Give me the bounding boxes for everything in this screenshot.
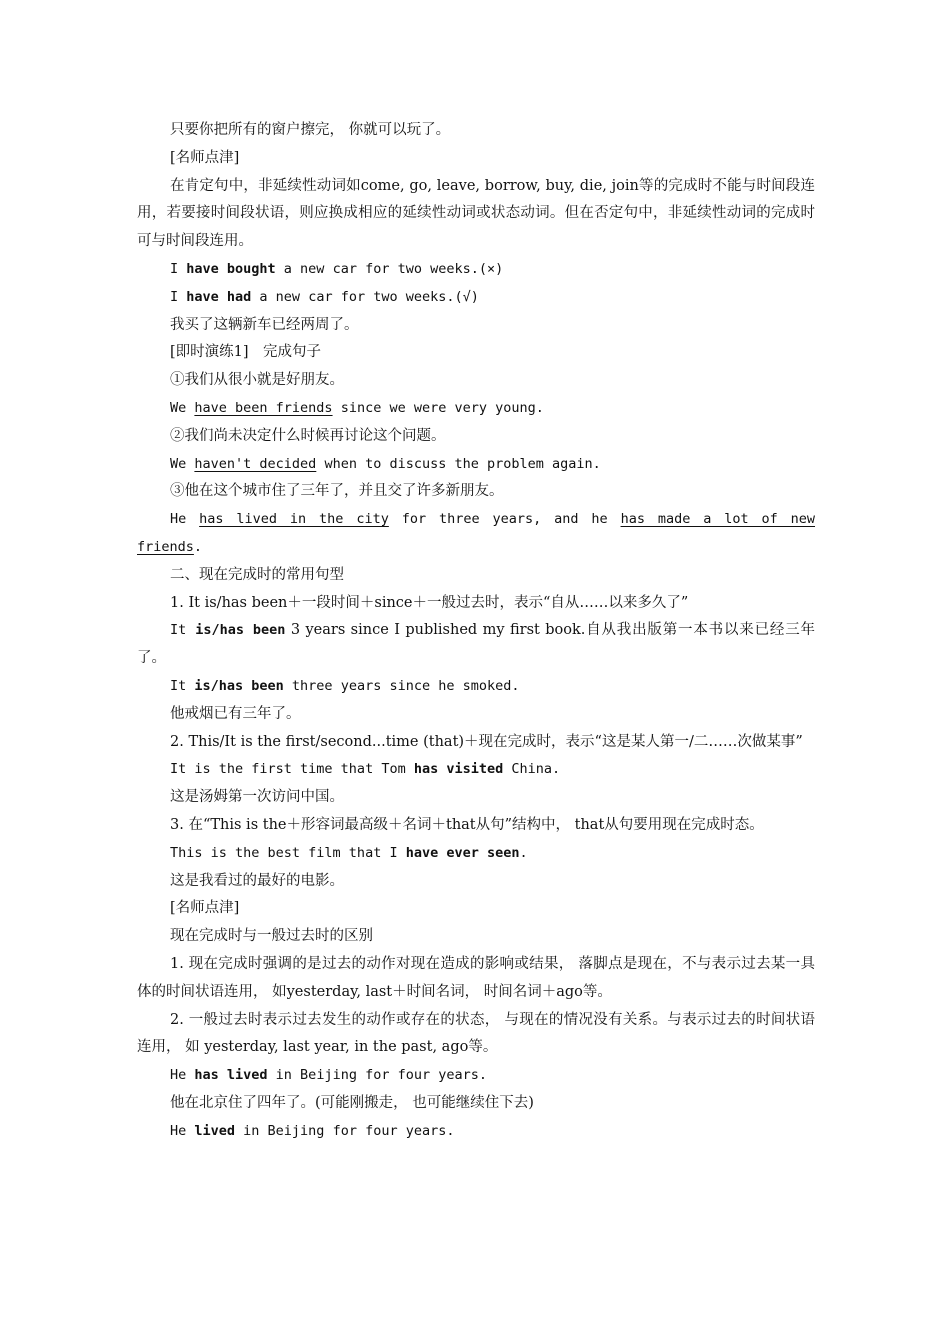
- line-24: 这是我看过的最好的电影。: [170, 872, 344, 889]
- practice-heading: [即时演练1] 完成句子: [170, 344, 322, 361]
- line-18: 他戒烟已有三年了。: [170, 705, 301, 722]
- exercise-1-prompt: ①我们从很小就是好朋友。: [170, 372, 344, 389]
- text: .: [193, 538, 203, 555]
- bold-text: has visited: [413, 761, 504, 778]
- line-21: 这是汤姆第一次访问中国。: [170, 789, 344, 806]
- answer-blank: have been friends: [194, 399, 333, 416]
- text: when to discuss the problem again.: [316, 455, 601, 472]
- bold-text: has lived: [194, 1067, 268, 1084]
- line-01: 只要你把所有的窗户擦完， 你就可以玩了。: [170, 122, 451, 138]
- text: He: [170, 1122, 195, 1139]
- pattern-3-example: [137, 840, 815, 868]
- tip-paragraph-1: 在肯定句中，非延续性动词如come, go, leave, borrow, buy, die, join等的完成时不能与时间段连用，若要接时间段状语，则应换成相应的延续性动词或状态动词。但在否定句中，非延续性动词的完成时可与时间段连用。: [137, 177, 815, 250]
- text: It: [170, 677, 195, 694]
- pattern-1-example-1: [137, 617, 815, 673]
- exercise-2-answer: [137, 451, 815, 479]
- text: .: [519, 844, 528, 861]
- bold-text: have had: [186, 288, 252, 305]
- answer-blank: friends: [137, 538, 194, 555]
- exercise-3-prompt: ③他在这个城市住了三年了，并且交了许多新朋友。: [170, 483, 504, 500]
- pattern-2: 2. This/It is the first/second...time (that)＋现在完成时，表示“这是某人第一/二……次做某事”: [170, 733, 803, 750]
- bold-text: is/has been: [194, 677, 284, 694]
- tip-point-2: 2. 一般过去时表示过去发生的动作或存在的状态， 与现在的情况没有关系。与表示过去的时间状语连用， 如 yesterday, last year, in the past, ago等。: [137, 1011, 815, 1056]
- example-line-04: [137, 256, 815, 284]
- bold-text: have ever seen: [405, 844, 520, 861]
- text: since we were very young.: [332, 399, 544, 416]
- text: We: [170, 455, 195, 472]
- answer-blank: has lived in the city: [199, 511, 389, 528]
- section-heading-2: 二、现在完成时的常用句型: [170, 566, 344, 583]
- text: three years since he smoked.: [283, 677, 520, 694]
- pattern-2-example: [137, 756, 815, 784]
- example-line-05: [137, 284, 815, 312]
- text: It is the first time that Tom: [170, 761, 414, 778]
- text: He: [170, 1067, 195, 1084]
- answer-blank: has made a lot of new: [620, 511, 816, 528]
- tip-point-1: 1. 现在完成时强调的是过去的动作对现在造成的影响或结果， 落脚点是现在，不与表示过去某一具体的时间状语连用， 如yesterday, last＋时间名词， 时间名词＋ago等。: [137, 955, 815, 1000]
- text: a new car for two weeks.(×): [275, 260, 504, 277]
- text: I: [170, 260, 187, 277]
- line-06: 我买了这辆新车已经两周了。: [170, 316, 359, 333]
- exercise-3-answer: [137, 506, 815, 534]
- text: We: [170, 399, 195, 416]
- tip-heading-2: [名师点津]: [170, 900, 240, 917]
- exercise-3-answer-cont: [137, 534, 815, 562]
- compare-example-1: [137, 1062, 815, 1090]
- text: It: [170, 622, 196, 639]
- text: in Beijing for four years.: [235, 1122, 455, 1139]
- text: for three years, and he: [388, 511, 621, 528]
- pattern-3: 3. 在“This is the＋形容词最高级＋名词＋that从句”结构中， that从句要用现在完成时态。: [170, 816, 764, 833]
- exercise-2-prompt: ②我们尚未决定什么时候再讨论这个问题。: [170, 427, 446, 444]
- text: in Beijing for four years.: [267, 1067, 487, 1084]
- text: 3 years since I published my first book.自从我出版第一本书以来已经三年了。: [137, 622, 815, 667]
- bold-text: have bought: [186, 260, 276, 277]
- bold-text: is/has been: [195, 622, 286, 639]
- line-30: 他在北京住了四年了。(可能刚搬走， 也可能继续住下去): [170, 1094, 534, 1111]
- text: a new car for two weeks.(√): [251, 288, 479, 305]
- tip-subheading: 现在完成时与一般过去时的区别: [170, 928, 373, 945]
- text: This is the best film that I: [170, 844, 406, 861]
- text: I: [170, 288, 187, 305]
- exercise-1-answer: [137, 395, 815, 423]
- pattern-1-example-2: [137, 673, 815, 701]
- answer-blank: haven't decided: [194, 455, 317, 472]
- bold-text: lived: [194, 1122, 236, 1139]
- compare-example-2: [137, 1118, 815, 1146]
- document-body: [137, 117, 815, 1145]
- text: China.: [503, 761, 561, 778]
- pattern-1: 1. It is/has been＋一段时间＋since＋一般过去时，表示“自从……以来多久了”: [170, 594, 689, 611]
- text: He: [170, 511, 200, 528]
- tip-heading-1: [名师点津]: [170, 149, 240, 166]
